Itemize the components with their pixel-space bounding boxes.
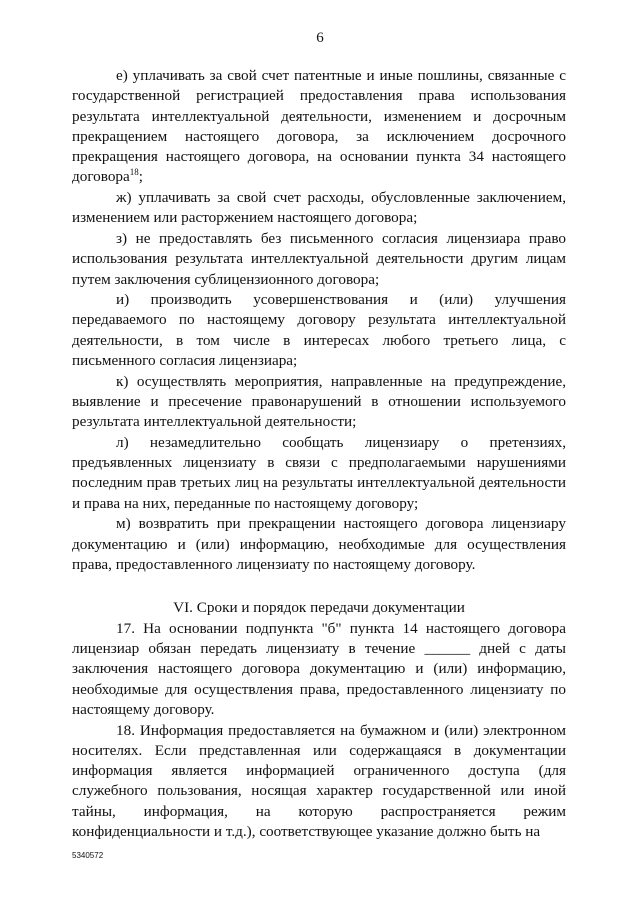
clause-m: м) возвратить при прекращении настоящего договора лицензиару документацию и (или) информацию, необходимые для осуществления права, предоставленного лицензиату по настоящему договору. — [72, 515, 566, 573]
document-body — [72, 66, 566, 842]
clause-i: и) производить усовершенствования и (или) улучшения передаваемого по настоящему договору результата интеллектуальной деятельности, в том числе в интересах любого третьего лица, с письменного согласия лицензиара; — [72, 291, 566, 370]
clause-e — [72, 66, 566, 188]
clause-18: 18. Информация предоставляется на бумажном и (или) электронном носителях. Если представленная или содержащаяся в документации информация является информацией ограниченного доступа (для служебного пользования, носящая характер государственной или иной тайны, информация, на которую распространяется режим конфиденциальности и т.д.), соответствующее указание должно быть на — [72, 721, 566, 841]
clause-z: з) не предоставлять без письменного согласия лицензиара право использования результата интеллектуальной деятельности другим лицам путем заключения сублицензионного договора; — [72, 229, 566, 288]
clause-e-tail: ; — [138, 168, 143, 186]
clause-e-text: е) уплачивать за свой счет патентные и иные пошлины, связанные с государственной регистрацией предоставления права использования результата интеллектуальной деятельности, изменением и досрочным прекращением настоящего договора, за исключением досрочного прекращения настоящего договора, на основании пункта 34 настоящего договора — [72, 67, 566, 186]
section-title: VI. Сроки и порядок передачи документации — [173, 599, 465, 617]
clause-l: л) незамедлительно сообщать лицензиару о претензиях, предъявленных лицензиату в связи с предполагаемыми нарушениями последним прав третьих лиц на результаты интеллектуальной деятельности и права на них, переданные по настоящему договору; — [72, 433, 566, 512]
footnote-ref: 18 — [129, 167, 139, 178]
clause-17: 17. На основании подпункта "б" пункта 14 настоящего договора лицензиар обязан передать лицензиату в течение ______ дней с даты заключения настоящего договора документацию и (или) информацию, необходимые для осуществления права, предоставленного лицензиату по настоящему договору. — [72, 619, 566, 718]
clause-k: к) осуществлять мероприятия, направленные на предупреждение, выявление и пресечение правонарушений в отношении используемого результата интеллектуальной деятельности; — [72, 372, 566, 431]
footer-code: 5340572 — [72, 851, 104, 860]
page-number: 6 — [316, 30, 324, 46]
clause-zh: ж) уплачивать за свой счет расходы, обусловленные заключением, изменением или расторжением настоящего договора; — [72, 189, 566, 227]
